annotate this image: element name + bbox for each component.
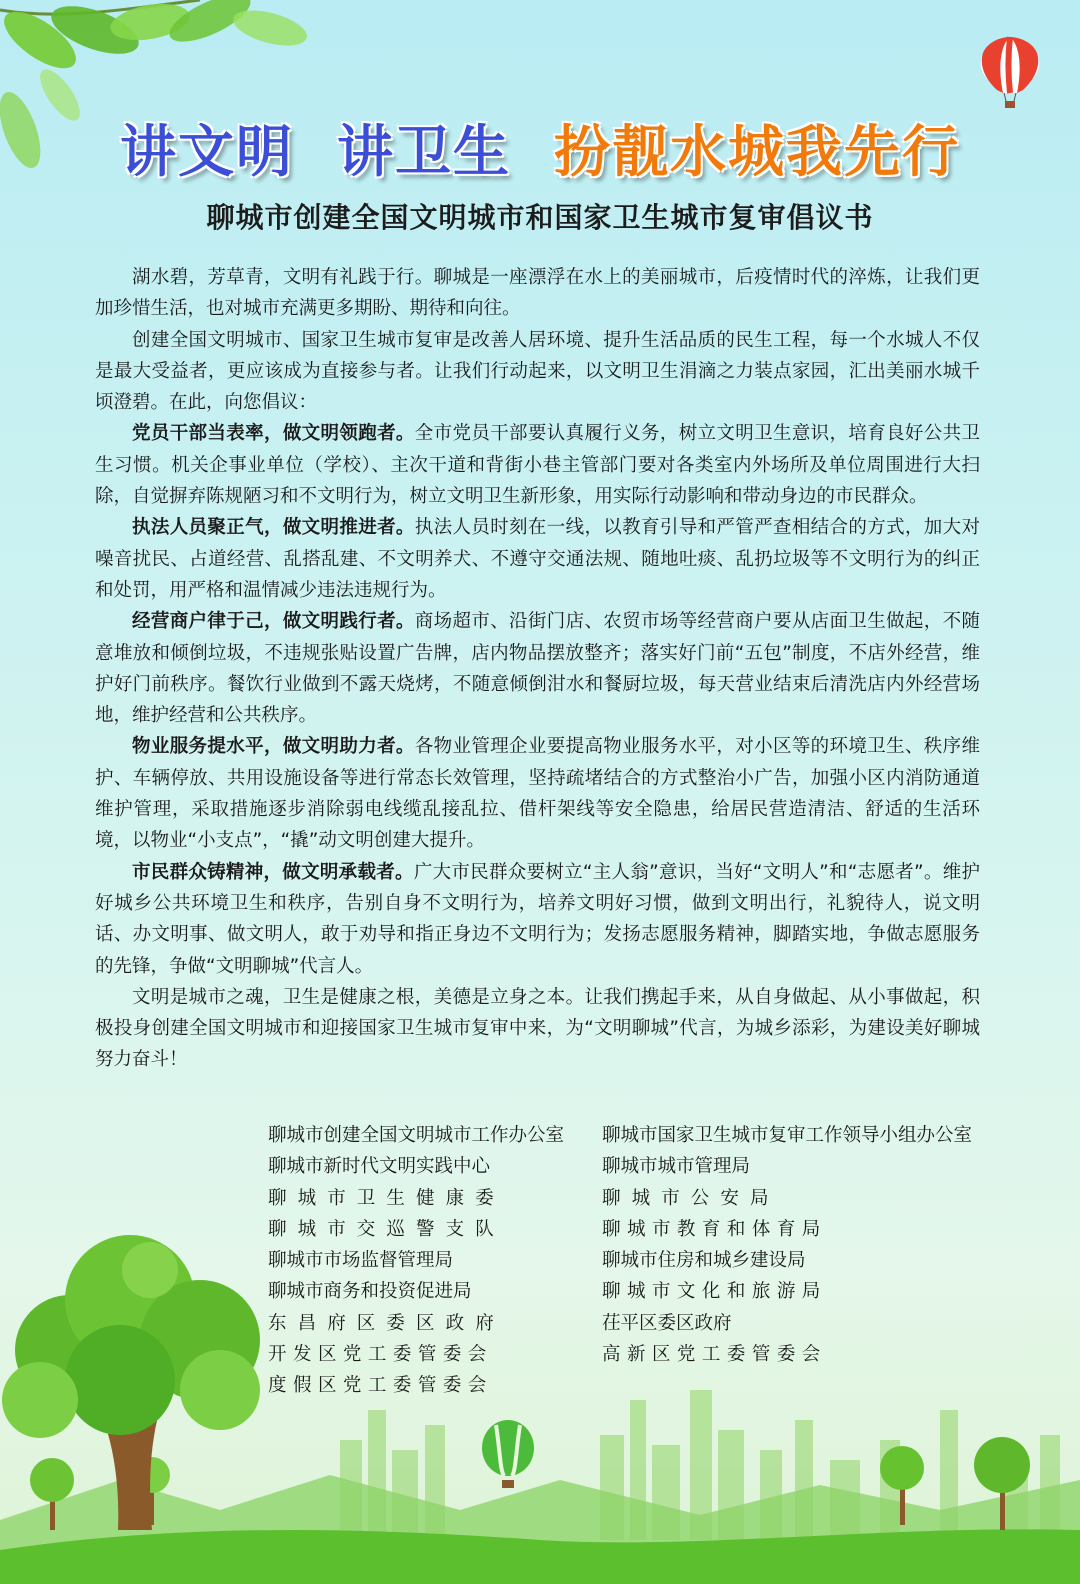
paragraph-lead: 物业服务提水平，做文明助力者。	[132, 736, 415, 758]
tree-icon	[0, 1230, 270, 1530]
organization-name: 聊城市创建全国文明城市工作办公室	[268, 1125, 565, 1146]
paragraph	[95, 512, 980, 606]
paragraph-text: 广大市民群众要树立“主人翁”意识，当好“文明人”和“志愿者”。维护好城乡公共环境卫生和秩序，告别自身不文明行为，培养文明好习惯，做到文明出行，礼貌待人，说文明话、办文明事、做文明人，敢于劝导和指正身边不文明行为；发扬志愿服务精神，脚踏实地，争做志愿服务的先锋，争做“文明聊城”代言人。	[95, 861, 980, 977]
organization-column-left	[268, 1120, 564, 1402]
paragraph	[95, 418, 980, 512]
organization-name: 聊城市新时代文明实践中心	[268, 1156, 491, 1178]
organization-name: 茌平区委区政府	[602, 1312, 732, 1334]
paragraph-text: 湖水碧，芳草青，文明有礼践于行。聊城是一座漂浮在水上的美丽城市，后疫情时代的淬炼，让我们更加珍惜生活，也对城市充满更多期盼、期待和向往。	[95, 267, 980, 320]
organization-name: 开发区党工委管委会	[268, 1344, 493, 1366]
organization-name: 聊城市市场监督管理局	[268, 1250, 454, 1272]
paragraph	[95, 982, 980, 1076]
headline-part-1: 讲文明	[120, 119, 294, 185]
organization-name: 度假区党工委管委会	[268, 1375, 493, 1397]
paragraph	[95, 262, 980, 325]
headline-part-2: 讲卫生	[337, 119, 511, 185]
paragraph	[95, 857, 980, 982]
organization-name: 聊城市商务和投资促进局	[268, 1281, 472, 1303]
subtitle: 聊城市创建全国文明城市和国家卫生城市复审倡议书	[206, 201, 874, 234]
organization-name: 聊城市卫生健康委	[268, 1187, 505, 1209]
paragraph-text: 执法人员时刻在一线，以教育引导和严管严查相结合的方式，加大对噪音扰民、占道经营、乱搭乱建、不文明养犬、不遵守交通法规、随地吐痰、乱扔垃圾等不文明行为的纠正和处罚，用严格和温情减少违法违规行为。	[95, 517, 980, 601]
organization-name: 聊城市国家卫生城市复审工作领导小组办公室	[602, 1125, 973, 1146]
paragraph	[95, 606, 980, 731]
paragraph-lead: 经营商户律于己，做文明践行者。	[132, 611, 415, 633]
organization-name: 高新区党工委管委会	[602, 1344, 827, 1366]
proposal-body	[95, 262, 980, 1076]
paragraph	[95, 325, 980, 419]
paragraph-text: 全市党员干部要认真履行义务，树立文明卫生意识，培育良好公共卫生习惯。机关企事业单位（学校）、主次干道和背街小巷主管部门要对各类室内外场所及单位周围进行大扫除，自觉摒弃陈规陋习和不文明行为，树立文明卫生新形象，用实际行动影响和带动身边的市民群众。	[95, 423, 980, 508]
organization-name: 东昌府区委区政府	[268, 1312, 505, 1334]
organization-name: 聊城市文化和旅游局	[602, 1281, 827, 1303]
paragraph-lead: 党员干部当表率，做文明领跑者。	[132, 423, 415, 445]
organization-column-right	[602, 1120, 972, 1370]
organization-name: 聊城市住房和城乡建设局	[602, 1250, 806, 1272]
paragraph-text: 各物业管理企业要提高物业服务水平，对小区等的环境卫生、秩序维护、车辆停放、共用设施设备等进行常态长效管理，坚持疏堵结合的方式整治小广告，加强小区内消防通道维护管理，采取措施逐步消除弱电线缆乱接乱拉、借杆架线等安全隐患，给居民营造清洁、舒适的生活环境，以物业“小支点”，“撬”动文明创建大提升。	[95, 736, 980, 852]
organization-name: 聊城市教育和体育局	[602, 1218, 827, 1240]
paragraph-text: 创建全国文明城市、国家卫生城市复审是改善人居环境、提升生活品质的民生工程，每一个水城人不仅是最大受益者，更应该成为直接参与者。让我们行动起来，以文明卫生涓滴之力装点家园，汇出美丽水城千顷澄碧。在此，向您倡议：	[95, 329, 980, 414]
paragraph-text: 文明是城市之魂，卫生是健康之根，美德是立身之本。让我们携起手来，从自身做起、从小事做起，积极投身创建全国文明城市和迎接国家卫生城市复审中来，为“文明聊城”代言，为城乡添彩，为建设美好聊城努力奋斗！	[95, 986, 980, 1071]
paragraph	[95, 731, 980, 856]
paragraph-lead: 市民群众铸精神，做文明承载者。	[132, 861, 414, 883]
hot-air-balloon-icon	[975, 35, 1045, 110]
organization-name: 聊城市交巡警支队	[268, 1218, 505, 1240]
paragraph-lead: 执法人员聚正气，做文明推进者。	[132, 517, 415, 539]
organization-name: 聊城市公安局	[602, 1187, 780, 1209]
organization-name: 聊城市城市管理局	[602, 1156, 751, 1178]
headline	[0, 108, 1080, 188]
headline-part-3: 扮靓水城我先行	[554, 119, 960, 185]
paragraph-text: 商场超市、沿街门店、农贸市场等经营商户要从店面卫生做起，不随意堆放和倾倒垃圾，不违规张贴设置广告牌，店内物品摆放整齐；落实好门前“五包”制度，不店外经营，维护好门前秩序。餐饮行业做到不露天烧烤，不随意倾倒泔水和餐厨垃圾，每天营业结束后清洗店内外经营场地，维护经营和公共秩序。	[95, 611, 980, 727]
